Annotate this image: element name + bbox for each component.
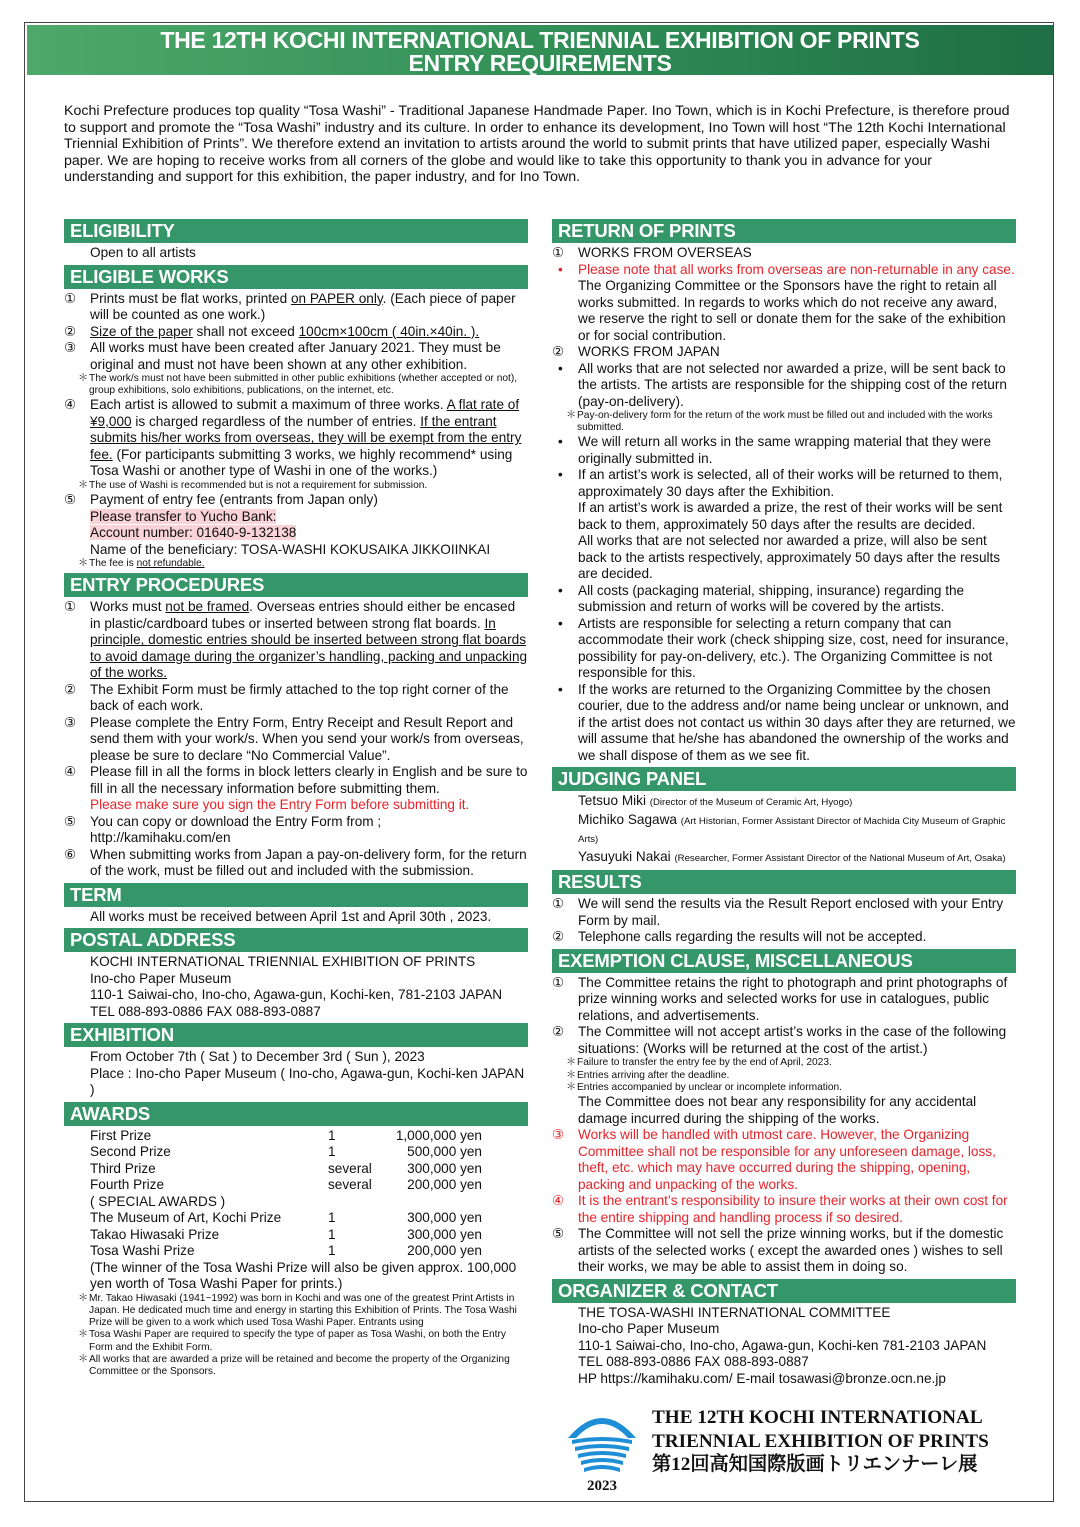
term-text: All works must be received between April 1st and April 30th , 2023. bbox=[90, 908, 492, 924]
section-heading-exhibition: EXHIBITION bbox=[64, 1023, 528, 1047]
section-heading-results: RESULTS bbox=[552, 870, 1016, 894]
exemption-note-3: ＊ Entries accompanied by unclear or incomplete information. bbox=[566, 1081, 843, 1093]
page-subtitle: ENTRY REQUIREMENTS bbox=[408, 50, 672, 76]
return-note: ＊ Pay-on-delivery form for the return of the work must be filled out and included with the works submitted. bbox=[566, 410, 993, 434]
section-heading-exemption: EXEMPTION CLAUSE, MISCELLANEOUS bbox=[552, 949, 1016, 973]
bank-name: Please transfer to Yucho Bank: bbox=[90, 508, 277, 524]
exemption-item-2: ② The Committee will not accept artist’s works in the case of the following situations: (Works will be returned at the cost of the artist.) bbox=[552, 1024, 1007, 1056]
sign-warning: Please make sure you sign the Entry Form before submitting it. bbox=[90, 797, 470, 813]
logo-stripe bbox=[578, 1451, 626, 1458]
entry-item-6: ⑥ When submitting works from Japan a pay-on-delivery form, for the return of the work, must be filled out and included with the submission. bbox=[64, 846, 527, 879]
eligible-works-note-1: ＊ The work/s must not have been submitted in other public exhibitions (whether accepted or not), group exhibitions, solo exhibitions, publications, on the internet, etc. bbox=[78, 373, 518, 397]
logo-text-line-3: 第12回高知国際版画トリエンナーレ展 bbox=[652, 1454, 978, 1475]
entry-item-5: ⑤ You can copy or download the Entry Form from ; http://kamihaku.com/en bbox=[64, 813, 382, 846]
exemption-note-1: ＊ Failure to transfer the entry fee by the end of April, 2023. bbox=[566, 1057, 832, 1069]
exemption-damage-text: The Committee does not bear any responsibility for any accidental damage incurred during the shipping of the works. bbox=[578, 1094, 977, 1126]
logo-stripe bbox=[575, 1444, 629, 1451]
bank-details bbox=[64, 509, 528, 559]
section-heading-entry-procedures: ENTRY PROCEDURES bbox=[64, 573, 528, 597]
logo-text bbox=[652, 1406, 989, 1477]
organizer-web-email[interactable]: HP https://kamihaku.com/ E-mail tosawasi@bronze.ocn.ne.jp bbox=[578, 1370, 946, 1386]
return-bullet-5: • Artists are responsible for selecting a return company that can accommodate their work (check shipping size, cost, need for insurance, possibility for pay-on-delivery, etc.). The Organizing Committee is not responsible for this. bbox=[558, 615, 1009, 681]
logo-year: 2023 bbox=[587, 1478, 617, 1494]
tosa-washi-prize-note: (The winner of the Tosa Washi Prize will also be given approx. 100,000 yen worth of Tosa Washi Paper for prints.) bbox=[90, 1259, 517, 1292]
logo-text-line-2: TRIENNIAL EXHIBITION OF PRINTS bbox=[652, 1430, 989, 1452]
exemption-item-3: ③ Works will be handled with utmost care. However, the Organizing Committee shall not be responsible for any unforeseen damage, loss, theft, etc. which may have occurred during the shipping, opening, packing and unpacking of the works. bbox=[552, 1127, 996, 1192]
section-heading-term: TERM bbox=[64, 883, 528, 907]
eligible-works-item-5: ⑤ Payment of entry fee (entrants from Japan only) bbox=[64, 492, 378, 508]
return-overseas: ① WORKS FROM OVERSEAS bbox=[552, 245, 752, 260]
awards-note-3: ＊ All works that are awarded a prize will be retained and become the property of the Organizing Committee or the Sponsors. bbox=[78, 1353, 510, 1378]
logo-text-line-1: THE 12TH KOCHI INTERNATIONAL bbox=[652, 1407, 983, 1428]
return-japan: ② WORKS FROM JAPAN bbox=[552, 344, 720, 359]
awards-note-2: ＊ Tosa Washi Paper are required to specify the type of paper as Tosa Washi, on both the Entry Form and the Exhibit Form. bbox=[78, 1329, 506, 1353]
eligible-works-item-1: ① Prints must be flat works, printed on PAPER only. (Each piece of paper will be counted as one work.) bbox=[64, 290, 516, 322]
right-column bbox=[552, 216, 1016, 1387]
eligible-works-item-3: ③ All works must have been created after January 2021. They must be original and must not have been shown at any other exhibition. bbox=[64, 340, 501, 372]
return-bullet-6: • If the works are returned to the Organizing Committee by the chosen courier, due to the address and/or name being unclear or unknown, and if the artist does not contact us within 30 days after they are returned, we will assume that he/she has abandoned the ownership of the works and we shall dispose of them as we see fit. bbox=[558, 681, 1016, 763]
entry-item-4: ④ Please fill in all the forms in block letters clearly in English and be sure to fill in all the necessary information before submitting them. Please make sure you sign the Entry Form before submitting it. bbox=[64, 764, 528, 813]
logo-stripe bbox=[581, 1458, 623, 1465]
special-awards-table: The Museum of Art, Kochi Prize 1 300,000 yen Takao Hiwasaki Prize 1 300,000 yen Tosa Washi Prize 1 200,000 yen bbox=[90, 1210, 482, 1259]
judge-2: Michiko Sagawa (Art Historian, Former Assistant Director of Machida City Museum of Graphic Arts) bbox=[578, 811, 1006, 846]
beneficiary: Name of the beneficiary: TOSA-WASHI KOKUSAIKA JIKKOIINKAI bbox=[90, 541, 491, 557]
exemption-item-1: ① The Committee retains the right to photograph and print photographs of prize winning works and selected works for use in catalogues, public relations, and advertisements. bbox=[552, 974, 1008, 1023]
logo-shapes bbox=[568, 1418, 636, 1472]
title-banner bbox=[27, 25, 1053, 75]
section-heading-postal-address: POSTAL ADDRESS bbox=[64, 928, 528, 952]
section-heading-judging-panel: JUDGING PANEL bbox=[552, 767, 1016, 791]
entry-item-1: ① Works must not be framed. Overseas entries should either be encased in plastic/cardboard tubes or inserted between strong flat boards. In principle, domestic entries should be inserted between strong flat boards to avoid damage during the organizer’s handling, packing and unpacking of the works. bbox=[64, 599, 528, 681]
exemption-note-2: ＊ Entries arriving after the deadline. bbox=[566, 1069, 730, 1081]
entry-item-2: ② The Exhibit Form must be firmly attached to the top right corner of the back of each work. bbox=[64, 681, 509, 714]
awards-note-1: ＊ Mr. Takao Hiwasaki (1941~1992) was born in Kochi and was one of the greatest Print Artists in Japan. He dedicated much time and energy in starting this Exhibition of Prints. The Tosa Washi Prize will be given to a work which used Tosa Washi Paper. Entrants using bbox=[78, 1292, 517, 1329]
judge-1: Tetsuo Miki (Director of the Museum of Ceramic Art, Hyogo) bbox=[578, 793, 853, 809]
section-heading-awards: AWARDS bbox=[64, 1102, 528, 1126]
return-bullet-4: • All costs (packaging material, shipping, insurance) regarding the submission and return of works will be covered by the artists. bbox=[558, 582, 965, 615]
judging-panel bbox=[552, 793, 1016, 867]
logo-stripe bbox=[572, 1437, 632, 1444]
exhibition-details: From October 7th ( Sat ) to December 3rd ( Sun ), 2023 Place : Ino-cho Paper Museum ( Ino-cho, Agawa-gun, Kochi-ken JAPAN ) bbox=[90, 1049, 525, 1098]
page-title: THE 12TH KOCHI INTERNATIONAL TRIENNIAL EXHIBITION OF PRINTS bbox=[160, 27, 920, 53]
exemption-item-4: ④ It is the entrant’s responsibility to insure their works at their own cost for the entire shipping and handling process if so desired. bbox=[552, 1193, 1008, 1225]
organizer-contact: THE TOSA-WASHI INTERNATIONAL COMMITTEE Ino-cho Paper Museum 110-1 Saiwai-cho, Ino-cho, Agawa-gun, Kochi-ken 781-2103 JAPAN TEL 088-893-0886 FAX 088-893-0887 HP https://kamihaku.com/ E-mail tosawasi@bronze.ocn.ne.jp bbox=[552, 1305, 1016, 1388]
awards-table: First Prize 1 1,000,000 yen Second Prize 1 500,000 yen Third Prize several 300,000 yen Fourth Prize several 200,000 yen bbox=[90, 1127, 482, 1193]
return-bullet-2: • We will return all works in the same wrapping material that they were originally submitted in. bbox=[558, 434, 992, 466]
section-heading-organizer: ORGANIZER & CONTACT bbox=[552, 1279, 1016, 1303]
fee-note: ＊ The fee is not refundable. bbox=[78, 558, 205, 570]
special-awards-label: ( SPECIAL AWARDS ) bbox=[90, 1193, 226, 1209]
logo-arch bbox=[568, 1418, 636, 1438]
results-item-2: ② Telephone calls regarding the results will not be accepted. bbox=[552, 929, 927, 945]
section-heading-eligibility: ELIGIBILITY bbox=[64, 219, 528, 243]
left-column bbox=[64, 216, 528, 1378]
entry-item-3: ③ Please complete the Entry Form, Entry Receipt and Result Report and send them with your work/s. When you send your work/s from overseas, please be sure to declare “No Commercial Value”. bbox=[64, 714, 524, 763]
logo-stripe bbox=[584, 1465, 620, 1472]
section-heading-eligible-works: ELIGIBLE WORKS bbox=[64, 265, 528, 289]
intro-paragraph: Kochi Prefecture produces top quality “Tosa Washi” - Traditional Japanese Handmade Paper. Ino Town, which is in Kochi Prefecture, is therefore proud to support and promote the “Tosa Washi” industry and its culture. In order to enhance its development, Ino Town will host “The 12th Kochi International Triennial Exhibition of Prints”. We therefore extend an invitation to artists around the world to submit prints that have utilized paper, especially Washi paper. We are hoping to receive works from all corners of the globe and would like to take this opportunity to thank you in advance for your understanding and support for this exhibition, the paper industry, and for Ino Town. bbox=[64, 103, 1010, 186]
eligible-works-note-2: ＊ The use of Washi is recommended but is not a requirement for submission. bbox=[78, 479, 428, 491]
eligibility-text: Open to all artists bbox=[90, 245, 196, 260]
exemption-item-5: ⑤ The Committee will not sell the prize winning works, but if the domestic artists of the selected works ( except the awarded ones ) wishes to sell their works, we may be able to assist them in doing so. bbox=[552, 1226, 1004, 1275]
entry-form-link[interactable]: http://kamihaku.com/en bbox=[90, 830, 231, 846]
return-bullet-1: • All works that are not selected nor awarded a prize, will be sent back to the artists. The artists are responsible for the shipping cost of the return (pay-on-delivery). bbox=[558, 360, 1007, 409]
judge-3: Yasuyuki Nakai (Researcher, Former Assistant Director of the National Museum of Art, Osaka) bbox=[578, 848, 1006, 864]
account-number: Account number: 01640-9-132138 bbox=[90, 525, 297, 541]
section-heading-return-of-prints: RETURN OF PRINTS bbox=[552, 219, 1016, 243]
eligible-works-item-4: ④ Each artist is allowed to submit a maximum of three works. A flat rate of ¥9,000 is charged regardless of the number of entries. If the entrant submits his/her works from overseas, they will be exempt from the entry fee. (For participants submitting 3 works, we highly recommend* using Tosa Washi or another type of Washi in one of the works.) bbox=[64, 397, 522, 479]
postal-address: KOCHI INTERNATIONAL TRIENNIAL EXHIBITION OF PRINTS Ino-cho Paper Museum 110-1 Saiwai-cho, Ino-cho, Agawa-gun, Kochi-ken, 781-2103 JAPAN TEL 088-893-0886 FAX 088-893-0887 bbox=[90, 954, 503, 1019]
results-item-1: ① We will send the results via the Result Report enclosed with your Entry Form by mail. bbox=[552, 896, 1004, 928]
return-bullet-3: • If an artist’s work is selected, all of their works will be returned to them, approximately 30 days after the Exhibition. If an artist’s work is awarded a prize, the rest of their works will be sent back to them, approximately 50 days after the results are decided. All works that are not selected nor awarded a prize, will also be sent back to the artists respectively, approximately 50 days after the results are decided. bbox=[558, 467, 1003, 582]
exhibition-logo-icon bbox=[562, 1402, 642, 1494]
non-returnable-warning: Please note that all works from overseas are non-returnable in any case. bbox=[578, 261, 1015, 277]
return-overseas-bullet: • Please note that all works from overseas are non-returnable in any case. The Organizing Committee or the Sponsors have the right to retain all works submitted. In regards to works which do not receive any award, we reserve the right to sell or donate them for the sake of the exhibition or for social contribution. bbox=[558, 261, 1015, 343]
eligible-works-item-2: ② Size of the paper shall not exceed 100cm×100cm ( 40in.×40in. ). bbox=[64, 323, 480, 339]
